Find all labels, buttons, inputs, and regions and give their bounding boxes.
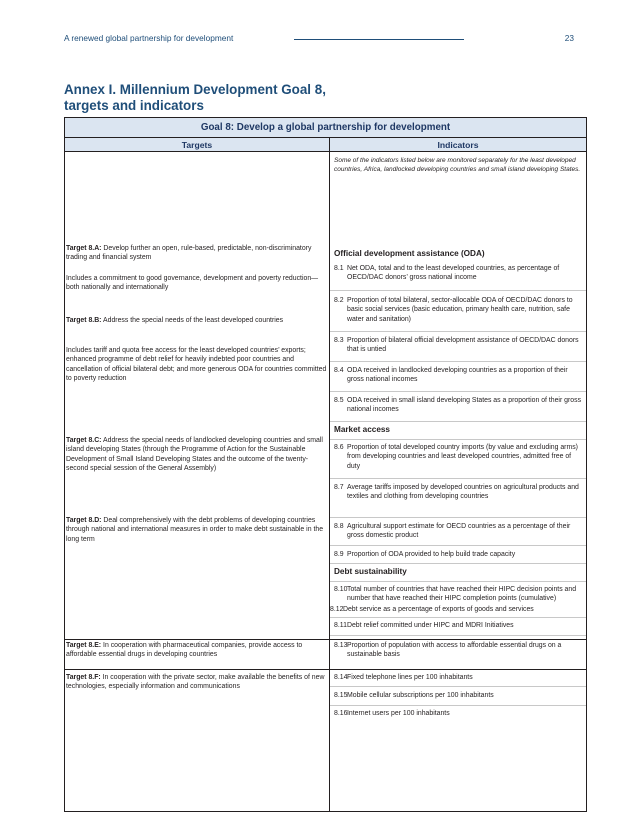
target-8f-label: Target 8.F: <box>66 674 101 681</box>
running-title: A renewed global partnership for development <box>64 33 234 43</box>
indicator-text: Proportion of population with access to affordable essential drugs on a sustainable basis <box>347 642 562 659</box>
indicator-number: 8.14 <box>334 674 348 681</box>
indicator-text: Agricultural support estimate for OECD countries as a percentage of their gross domestic product <box>347 523 571 540</box>
targets-cell <box>65 670 330 811</box>
indicator-text: Net ODA, total and to the least developed countries, as percentage of OECD/DAC donors’ gross national income <box>347 265 560 282</box>
divider <box>330 421 586 422</box>
indicator-text: Internet users per 100 inhabitants <box>347 710 450 717</box>
page-title <box>64 82 484 114</box>
targets-cell <box>65 152 330 639</box>
indicators-cell <box>330 670 586 811</box>
indicators-note: Some of the indicators listed below are monitored separately for the least developed countries, Africa, landlocked developing countries and small island developing States. <box>334 157 581 174</box>
targets-cell <box>65 640 330 669</box>
page-number: 23 <box>564 33 574 43</box>
indicator-8-15 <box>334 691 583 700</box>
indicator-number: 8.5 <box>334 397 344 404</box>
divider <box>330 439 586 440</box>
indicator-8-6 <box>334 443 583 471</box>
indicator-text: Proportion of total bilateral, sector-allocable ODA of OECD/DAC donors to basic social services (basic education, primary health care, nutrition, safe water and sanitation) <box>347 297 573 323</box>
indicator-number: 8.4 <box>334 367 344 374</box>
indicator-number: 8.2 <box>334 297 344 304</box>
section-oda: Official development assistance (ODA) <box>334 249 485 258</box>
indicator-8-7 <box>334 483 583 502</box>
divider <box>330 581 586 582</box>
indicator-text: ODA received in small island developing States as a proportion of their gross national incomes <box>347 397 582 414</box>
table-row <box>65 152 586 640</box>
indicator-number: 8.11 <box>334 622 347 629</box>
target-8b-note: Includes tariff and quota free access for the least developed countries’ exports; enhanced programme of debt relief for heavily indebted poor countries and cancellation of official bilateral debt; and more generous ODA for countries committed to poverty reduction <box>66 347 327 383</box>
indicator-8-12 <box>330 605 584 614</box>
target-8b-label: Target 8.B: <box>66 317 102 324</box>
indicator-8-2 <box>334 296 583 324</box>
indicator-8-14 <box>334 673 583 682</box>
target-8d-label: Target 8.D: <box>66 517 102 524</box>
indicator-text: Average tariffs imposed by developed countries on agricultural products and textiles and clothing from developing countries <box>347 484 579 501</box>
indicator-number: 8.16 <box>334 710 348 717</box>
indicator-8-4 <box>334 366 583 385</box>
column-header-indicators: Indicators <box>437 139 479 150</box>
target-8c <box>66 436 328 474</box>
target-8a-note: Includes a commitment to good governance, development and poverty reduction—both nationally and internationally <box>66 275 319 292</box>
indicator-8-5 <box>334 396 583 415</box>
indicator-text: Debt relief committed under HIPC and MDRI Initiatives <box>347 622 514 629</box>
indicator-text: Proportion of ODA provided to help build trade capacity <box>347 551 516 558</box>
indicator-text: Mobile cellular subscriptions per 100 inhabitants <box>347 692 494 699</box>
indicator-text: Fixed telephone lines per 100 inhabitants <box>347 674 473 681</box>
divider <box>330 545 586 546</box>
target-8e-label: Target 8.E: <box>66 642 102 649</box>
indicator-number: 8.1 <box>334 265 344 272</box>
target-8e <box>66 641 328 660</box>
indicator-number: 8.10 <box>334 586 348 593</box>
indicators-cell <box>330 640 586 669</box>
target-8c-text: Address the special needs of landlocked developing countries and small island developing States (through the Programme of Action for the Sustainable Development of Small Island Developing States and the outcome of the twenty-second special session of the General Assembly) <box>66 437 323 473</box>
running-head <box>64 33 584 45</box>
indicator-number: 8.3 <box>334 337 344 344</box>
divider <box>330 635 586 636</box>
divider <box>330 617 586 618</box>
indicator-8-3 <box>334 336 583 355</box>
divider <box>330 686 586 687</box>
table-row <box>65 670 586 811</box>
section-market-access: Market access <box>334 425 390 434</box>
indicator-text: Total number of countries that have reached their HIPC decision points and number that have reached their HIPC completion points (cumulative) <box>347 586 577 603</box>
divider <box>330 391 586 392</box>
indicator-number: 8.13 <box>334 642 348 649</box>
indicators-cell <box>330 152 586 639</box>
indicator-number: 8.15 <box>334 692 348 699</box>
divider <box>330 563 586 564</box>
indicator-8-9 <box>334 550 583 559</box>
target-8a <box>66 244 328 263</box>
target-8a-text: Develop further an open, rule-based, predictable, non-discriminatory trading and financial system <box>66 245 312 262</box>
table-row <box>65 640 586 670</box>
indicator-8-10 <box>334 585 583 604</box>
indicator-number: 8.8 <box>334 523 344 530</box>
target-8e-text: In cooperation with pharmaceutical companies, provide access to affordable essential drugs in developing countries <box>66 642 303 659</box>
title-line-2: targets and indicators <box>64 98 204 113</box>
indicator-8-13 <box>334 641 583 660</box>
divider <box>330 705 586 706</box>
indicator-8-11 <box>334 621 583 630</box>
divider <box>330 290 586 291</box>
indicator-8-1 <box>334 264 583 283</box>
indicator-8-16 <box>334 709 583 718</box>
target-8c-label: Target 8.C: <box>66 437 102 444</box>
indicator-text: Proportion of total developed country imports (by value and excluding arms) from developing countries and least developed countries, admitted free of duty <box>347 444 578 470</box>
target-8b-text: Address the special needs of the least developed countries <box>103 317 284 324</box>
indicator-text: Proportion of bilateral official development assistance of OECD/DAC donors that is untied <box>347 337 579 354</box>
indicator-text: Debt service as a percentage of exports of goods and services <box>343 606 534 613</box>
divider <box>330 517 586 518</box>
mdg8-table <box>64 117 587 812</box>
column-header-targets: Targets <box>65 138 330 151</box>
title-line-1: Annex I. Millennium Development Goal 8, <box>64 82 326 97</box>
target-8d <box>66 516 328 544</box>
indicator-number: 8.7 <box>334 484 344 491</box>
target-8b <box>66 316 328 325</box>
divider <box>330 478 586 479</box>
target-8f <box>66 673 328 692</box>
divider <box>330 361 586 362</box>
section-debt-sustainability: Debt sustainability <box>334 567 407 576</box>
target-8d-text: Deal comprehensively with the debt problems of developing countries through national and international measures in order to make debt sustainable in the long term <box>66 517 324 543</box>
indicator-number: 8.9 <box>334 551 344 558</box>
table-header-row <box>65 138 586 152</box>
header-rule <box>294 39 464 40</box>
indicator-8-8 <box>334 522 583 541</box>
indicator-number: 8.12 <box>330 606 344 613</box>
target-8f-text: In cooperation with the private sector, make available the benefits of new technologies, especially information and communications <box>66 674 325 691</box>
divider <box>330 331 586 332</box>
goal-title: Goal 8: Develop a global partnership for development <box>65 118 586 138</box>
indicator-number: 8.6 <box>334 444 344 451</box>
target-8a-label: Target 8.A: <box>66 245 102 252</box>
indicator-text: ODA received in landlocked developing countries as a proportion of their gross national incomes <box>347 367 568 384</box>
